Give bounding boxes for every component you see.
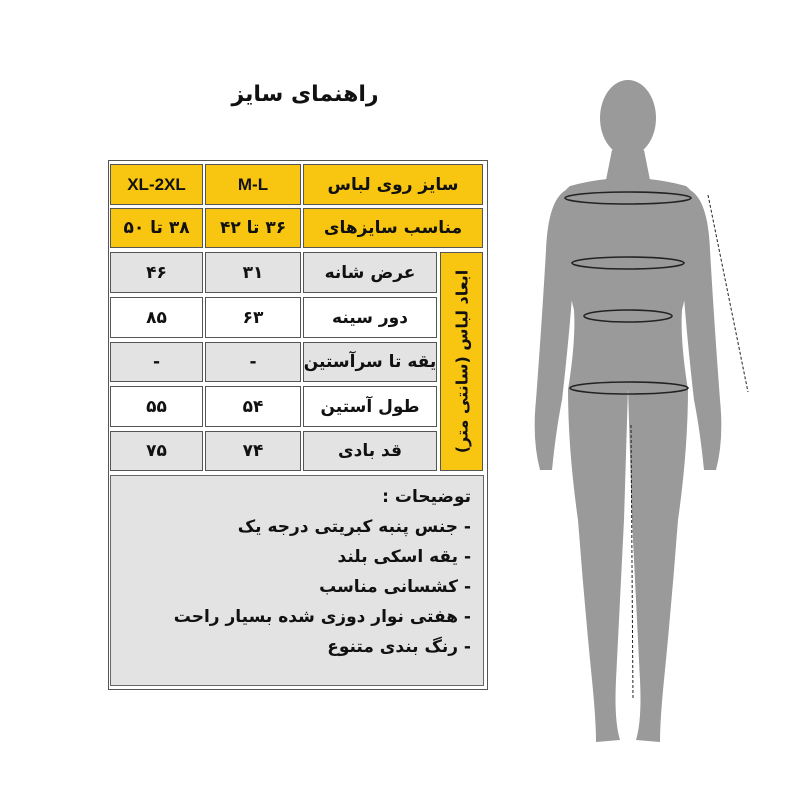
notes-item: - هفتی نوار دوزی شده بسیار راحت — [173, 607, 471, 627]
row-label-shoulder: عرض شانه — [303, 252, 437, 293]
dimensions-group-label — [440, 252, 483, 471]
silhouette-shape — [535, 80, 722, 742]
header-size-xl-2xl: XL-2XL — [110, 164, 203, 205]
fit-value-m-l: ۳۶ تا ۴۲ — [205, 208, 301, 248]
notes-item: - رنگ بندی متنوع — [327, 637, 471, 657]
header-size-m-l: M-L — [205, 164, 301, 205]
notes-heading: توضیحات : — [382, 487, 471, 507]
row-value-sleeve-xl-2xl: ۵۵ — [110, 386, 203, 427]
notes-item: - یقه اسکی بلند — [337, 547, 471, 567]
dimensions-group-text: ابعاد لباس (سانتی متر) — [452, 269, 471, 454]
notes-box — [110, 475, 484, 686]
body-silhouette-illustration — [530, 70, 770, 790]
row-value-chest-m-l: ۶۳ — [205, 297, 301, 338]
row-value-shoulder-m-l: ۳۱ — [205, 252, 301, 293]
row-value-body-m-l: ۷۴ — [205, 431, 301, 471]
row-value-sleeve-m-l: ۵۴ — [205, 386, 301, 427]
page-title: راهنمای سایز — [231, 82, 379, 107]
row-label-body-length: قد بادی — [303, 431, 437, 471]
row-label-collar-to-sleeve: یقه تا سرآستین — [303, 342, 437, 382]
row-value-body-xl-2xl: ۷۵ — [110, 431, 203, 471]
row-label-chest: دور سینه — [303, 297, 437, 338]
fit-label-cell: مناسب سایزهای — [303, 208, 483, 248]
row-value-collar-m-l: - — [205, 342, 301, 382]
header-label-cell: سایز روی لباس — [303, 164, 483, 205]
fit-value-xl-2xl: ۳۸ تا ۵۰ — [110, 208, 203, 248]
row-value-shoulder-xl-2xl: ۴۶ — [110, 252, 203, 293]
row-label-sleeve-length: طول آستین — [303, 386, 437, 427]
notes-list — [111, 512, 471, 662]
row-value-chest-xl-2xl: ۸۵ — [110, 297, 203, 338]
notes-item: - کشسانی مناسب — [319, 577, 471, 597]
notes-item: - جنس پنبه کبریتی درجه یک — [237, 517, 471, 537]
row-value-collar-xl-2xl: - — [110, 342, 203, 382]
